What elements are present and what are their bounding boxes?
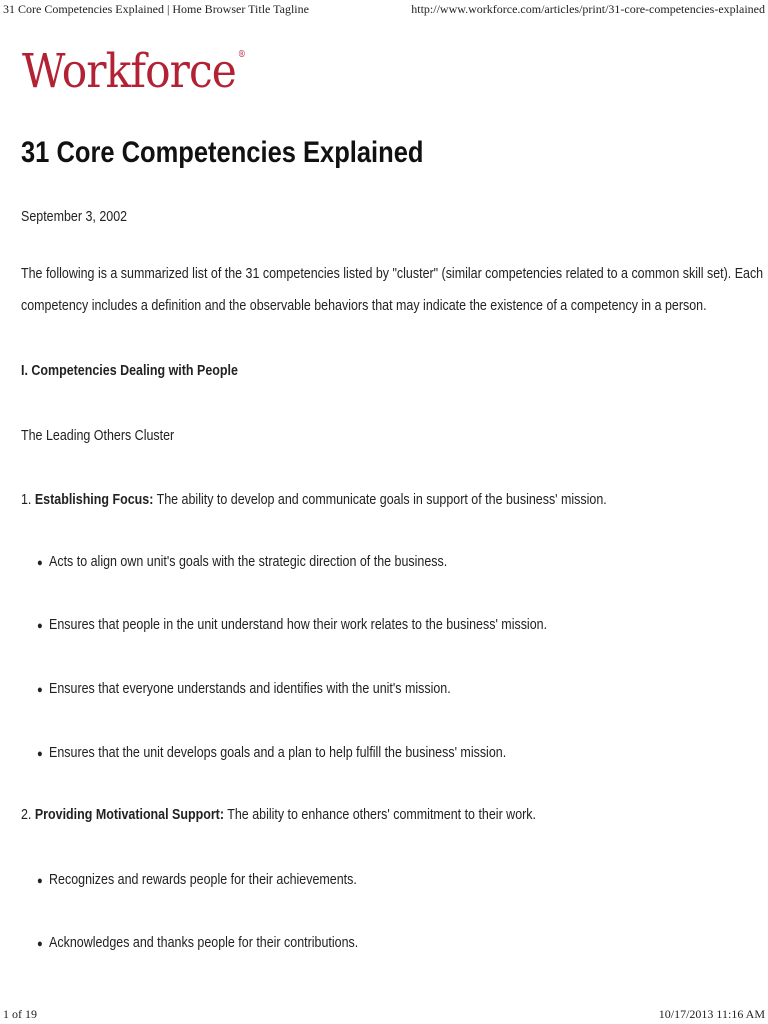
bullet-icon: ●: [37, 875, 43, 887]
competency-definition: The ability to develop and communicate goals in support of the business' mission.: [156, 492, 607, 508]
behavior-list-item: [37, 617, 547, 633]
page-number: 1 of 19: [3, 1007, 37, 1021]
competency-1: [21, 484, 607, 516]
bullet-icon: ●: [37, 748, 43, 760]
behavior-list-item: [37, 872, 357, 888]
bullet-icon: ●: [37, 938, 43, 950]
competency-2: [21, 799, 536, 831]
print-header: [3, 2, 765, 17]
behavior-text: Ensures that everyone understands and identifies with the unit's mission.: [49, 681, 451, 697]
behavior-text: Ensures that people in the unit understand how their work relates to the business' mission.: [49, 617, 548, 633]
behavior-text: Acknowledges and thanks people for their contributions.: [49, 935, 359, 951]
bullet-icon: ●: [37, 684, 43, 696]
behavior-text: Recognizes and rewards people for their achievements.: [49, 872, 357, 888]
workforce-logo[interactable]: [22, 44, 245, 99]
behavior-list-item: [37, 554, 447, 570]
article-date: September 3, 2002: [21, 209, 128, 225]
section-heading-text: I. Competencies Dealing with People: [21, 363, 238, 379]
competency-number: 2.: [21, 807, 32, 823]
behavior-list-item: [37, 935, 358, 951]
browser-title: 31 Core Competencies Explained | Home Browser Title Tagline: [3, 2, 309, 16]
section-heading: [21, 355, 238, 387]
logo-text: Workforce: [22, 44, 236, 99]
print-footer: [3, 1007, 765, 1022]
cluster-heading: The Leading Others Cluster: [21, 428, 175, 444]
competency-number: 1.: [21, 492, 32, 508]
registered-mark: ®: [237, 50, 245, 60]
print-timestamp: 10/17/2013 11:16 AM: [658, 1007, 765, 1021]
behavior-list-item: [37, 745, 506, 761]
bullet-icon: ●: [37, 620, 43, 632]
bullet-icon: ●: [37, 557, 43, 569]
intro-line-2: competency includes a definition and the observable behaviors that may indicate the existence of a competency in a person.: [21, 298, 707, 314]
competency-term: Establishing Focus:: [34, 492, 154, 508]
competency-term: Providing Motivational Support:: [34, 807, 225, 823]
competency-definition: The ability to enhance others' commitment to their work.: [227, 807, 536, 823]
behavior-text: Acts to align own unit's goals with the strategic direction of the business.: [49, 554, 448, 570]
intro-line-1: The following is a summarized list of the 31 competencies listed by "cluster" (similar competencies related to a common skill set). Each: [21, 266, 764, 282]
behavior-text: Ensures that the unit develops goals and a plan to help fulfill the business' mission.: [49, 745, 507, 761]
article-title: 31 Core Competencies Explained: [21, 136, 424, 169]
behavior-list-item: [37, 681, 451, 697]
page-url[interactable]: http://www.workforce.com/articles/print/31-core-competencies-explained: [411, 2, 765, 16]
